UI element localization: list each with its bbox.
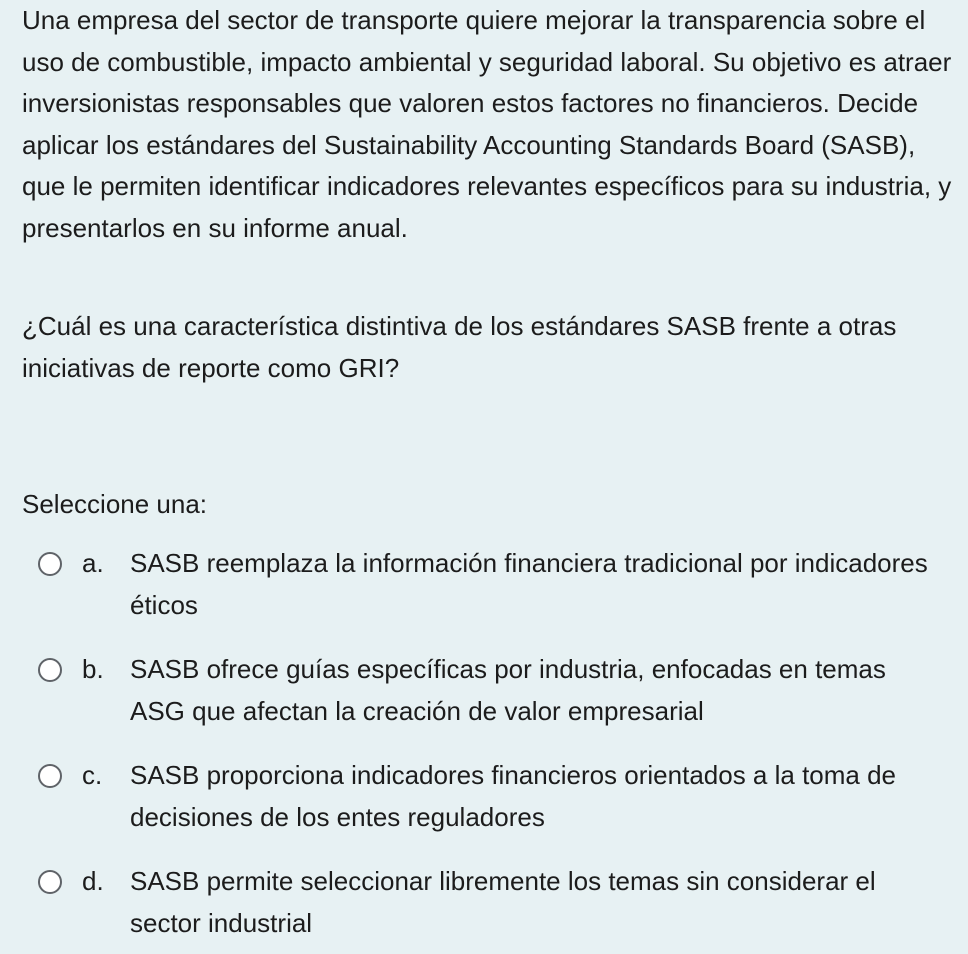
answer-text: SASB proporciona indicadores financieros orientados a la toma de decisiones de los entes reguladores [130,760,897,832]
question-prompt: ¿Cuál es una característica distintiva de los estándares SASB frente a otras iniciativas de reporte como GRI? [22,311,897,383]
select-one-label: Seleccione una: [22,489,208,519]
scenario-text: Una empresa del sector de transporte quiere mejorar la transparencia sobre el uso de combustible, impacto ambiental y seguridad laboral. Su objetivo es atraer inversionistas responsables que valoren estos factores no financieros. Decide aplicar los estándares del Sustainability Accounting Standards Board (SASB), que le permiten identificar indicadores relevantes específicos para su industria, y presentarlos en su informe anual. [22,5,952,243]
answer-letter: c. [82,760,103,790]
answer-option-c[interactable] [38,755,938,838]
answer-option-b[interactable] [38,649,938,732]
radio-button-b[interactable] [38,658,62,682]
question-scenario [22,0,952,249]
answer-letter: b. [82,654,104,684]
answer-text: SASB permite seleccionar libremente los temas sin considerar el sector industrial [130,866,876,938]
radio-button-d[interactable] [38,870,62,894]
answer-option-d[interactable] [38,861,938,944]
radio-button-a[interactable] [38,552,62,576]
answer-letter: d. [82,866,104,896]
answer-option-a[interactable] [38,543,938,626]
answer-letter: a. [82,548,104,578]
answer-text: SASB ofrece guías específicas por industria, enfocadas en temas ASG que afectan la creación de valor empresarial [130,654,886,726]
radio-button-c[interactable] [38,764,62,788]
answer-text: SASB reemplaza la información financiera tradicional por indicadores éticos [130,548,928,620]
